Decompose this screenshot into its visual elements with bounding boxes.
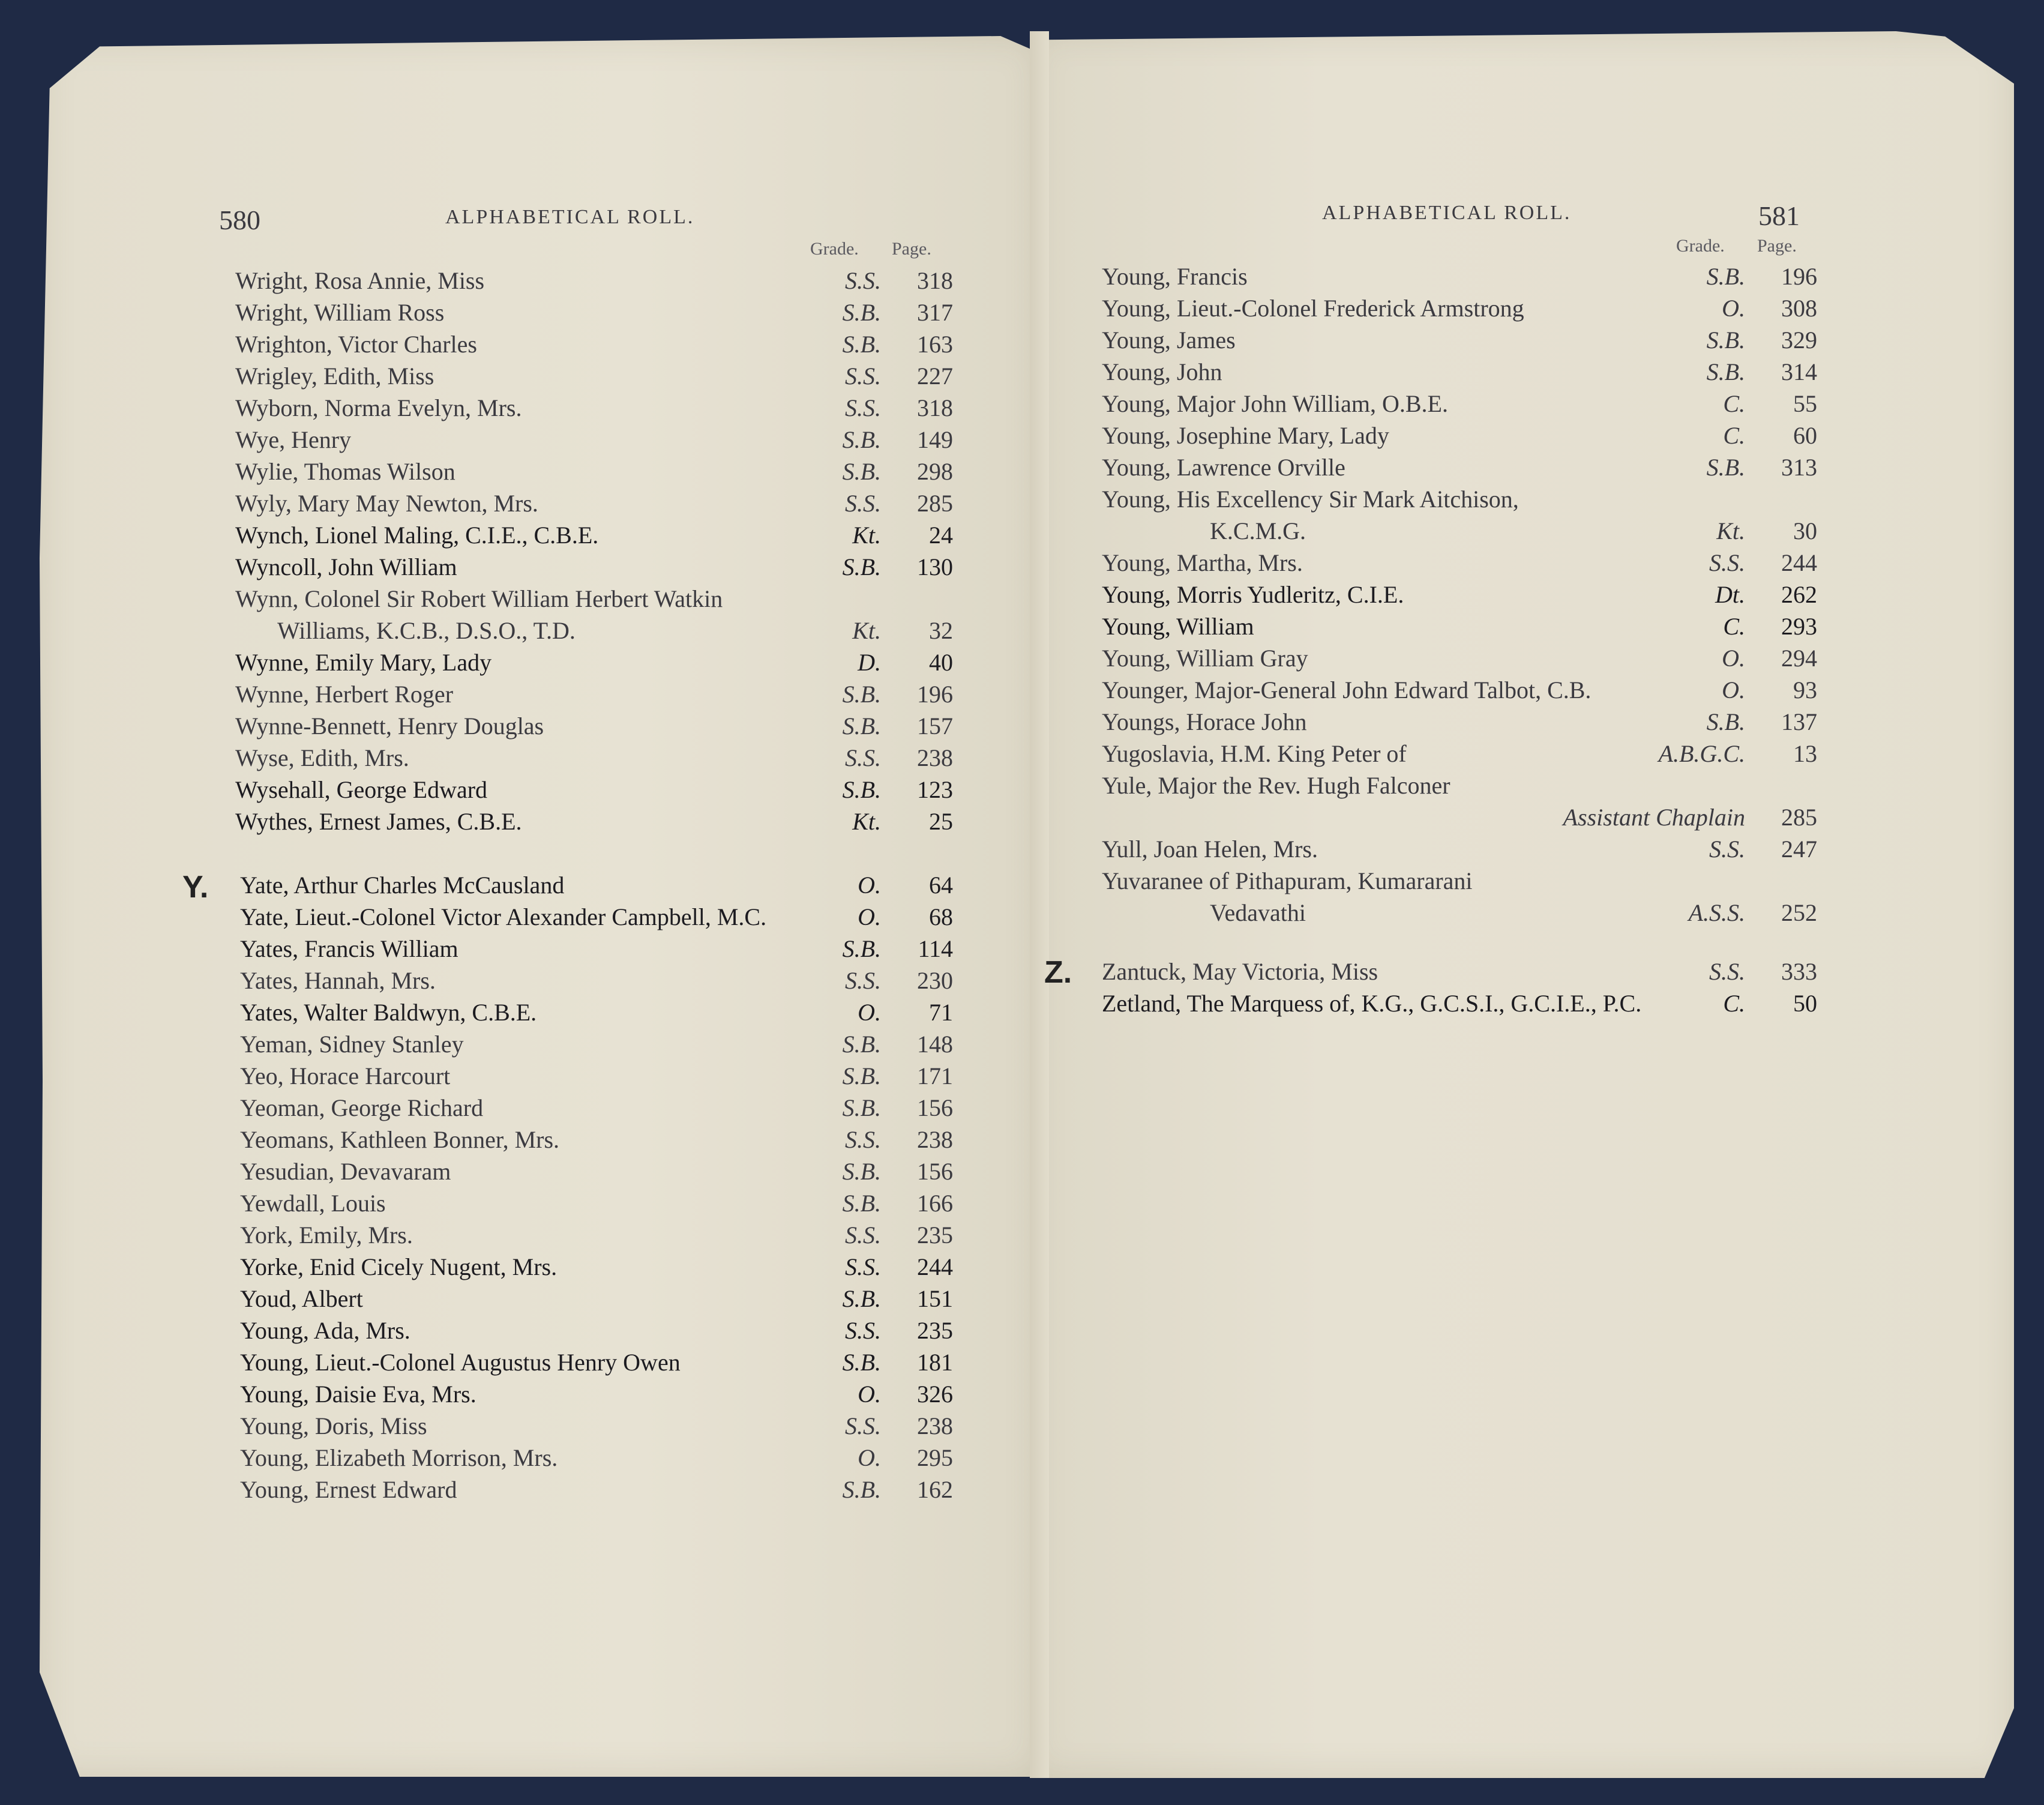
entry-name: Young, Lawrence Orville bbox=[1102, 454, 1345, 481]
entry-name: Young, Major John William, O.B.E. bbox=[1102, 390, 1448, 417]
roll-entry bbox=[1102, 579, 1817, 610]
entry-page: 262 bbox=[1781, 581, 1817, 608]
entry-page: 196 bbox=[1781, 263, 1817, 290]
entry-grade: S.S. bbox=[845, 1317, 881, 1344]
entry-grade: S.S. bbox=[845, 267, 881, 294]
roll-entry bbox=[1102, 388, 1817, 420]
entry-name: Wright, William Ross bbox=[235, 299, 445, 326]
entry-grade: S.B. bbox=[1706, 454, 1745, 481]
entry-page: 314 bbox=[1781, 358, 1817, 385]
entry-grade: A.S.S. bbox=[1688, 899, 1745, 926]
roll-entry bbox=[1102, 610, 1817, 642]
entry-grade: S.B. bbox=[842, 299, 881, 326]
entry-page: 238 bbox=[917, 744, 953, 771]
entry-grade: O. bbox=[858, 1444, 881, 1471]
entry-grade: Assistant Chaplain bbox=[1563, 804, 1745, 831]
entry-name: Yull, Joan Helen, Mrs. bbox=[1102, 836, 1318, 863]
right-z-entries bbox=[1102, 956, 1817, 1019]
entry-grade: S.B. bbox=[1706, 327, 1745, 354]
entry-name: Young, Francis bbox=[1102, 263, 1248, 290]
entry-page: 32 bbox=[929, 617, 953, 644]
entry-grade: S.B. bbox=[842, 1476, 881, 1503]
entry-name: Yugoslavia, H.M. King Peter of bbox=[1102, 740, 1407, 767]
entry-page: 238 bbox=[917, 1412, 953, 1439]
entry-name: Young, Lieut.-Colonel Frederick Armstrong bbox=[1102, 295, 1524, 322]
entry-name: Wysehall, George Edward bbox=[235, 776, 488, 803]
roll-entry bbox=[1102, 292, 1817, 324]
entry-page: 40 bbox=[929, 649, 953, 676]
entry-grade: S.B. bbox=[842, 1094, 881, 1121]
entry-name: Zantuck, May Victoria, Miss bbox=[1102, 958, 1378, 985]
left-page-header: Page. bbox=[892, 239, 931, 259]
roll-entry bbox=[1102, 324, 1817, 356]
entry-page: 30 bbox=[1793, 517, 1817, 544]
entry-grade: S.B. bbox=[842, 426, 881, 453]
entry-page: 244 bbox=[917, 1253, 953, 1280]
entry-page: 317 bbox=[917, 299, 953, 326]
entry-grade: D. bbox=[858, 649, 881, 676]
entry-grade: O. bbox=[1722, 295, 1745, 322]
entry-page: 130 bbox=[917, 553, 953, 580]
entry-name: Yorke, Enid Cicely Nugent, Mrs. bbox=[240, 1253, 558, 1280]
entry-page: 298 bbox=[917, 458, 953, 485]
roll-entry bbox=[1102, 770, 1817, 801]
entry-grade: S.B. bbox=[842, 331, 881, 358]
right-running-head: ALPHABETICAL ROLL. bbox=[1322, 202, 1572, 224]
roll-entry bbox=[240, 933, 953, 965]
entry-name: Zetland, The Marquess of, K.G., G.C.S.I., G.C.I.E., P.C. bbox=[1102, 990, 1642, 1017]
entry-name: Wrigley, Edith, Miss bbox=[235, 363, 434, 390]
entry-name: Wyncoll, John William bbox=[235, 553, 457, 580]
roll-entry bbox=[1102, 865, 1817, 897]
roll-entry bbox=[240, 1092, 953, 1124]
entry-grade: S.B. bbox=[1706, 708, 1745, 735]
entry-grade: O. bbox=[858, 903, 881, 930]
roll-entry bbox=[235, 774, 953, 806]
entry-page: 60 bbox=[1793, 422, 1817, 449]
entry-grade: S.S. bbox=[845, 967, 881, 994]
entry-page: 196 bbox=[917, 681, 953, 708]
entry-page: 163 bbox=[917, 331, 953, 358]
entry-page: 123 bbox=[917, 776, 953, 803]
entry-page: 295 bbox=[917, 1444, 953, 1471]
entry-grade: Dt. bbox=[1715, 581, 1745, 608]
entry-page: 148 bbox=[917, 1031, 953, 1058]
entry-page: 326 bbox=[917, 1381, 953, 1408]
entry-name: Wynne, Emily Mary, Lady bbox=[235, 649, 492, 676]
entry-page: 318 bbox=[917, 267, 953, 294]
entry-name: Young, Josephine Mary, Lady bbox=[1102, 422, 1389, 449]
entry-grade: O. bbox=[1722, 645, 1745, 672]
entry-name: Williams, K.C.B., D.S.O., T.D. bbox=[277, 617, 576, 644]
roll-entry bbox=[240, 1060, 953, 1092]
roll-entry bbox=[1102, 356, 1817, 388]
roll-entry bbox=[240, 1124, 953, 1156]
entry-grade: S.B. bbox=[842, 1349, 881, 1376]
roll-entry bbox=[235, 424, 953, 456]
entry-grade: O. bbox=[858, 872, 881, 899]
entry-grade: C. bbox=[1723, 390, 1745, 417]
entry-page: 333 bbox=[1781, 958, 1817, 985]
entry-page: 308 bbox=[1781, 295, 1817, 322]
roll-entry bbox=[240, 1378, 953, 1410]
roll-entry bbox=[1102, 897, 1817, 929]
entry-name: Young, Ernest Edward bbox=[240, 1476, 457, 1503]
roll-entry bbox=[235, 360, 953, 392]
entry-name: Youngs, Horace John bbox=[1102, 708, 1307, 735]
entry-grade: S.B. bbox=[842, 776, 881, 803]
entry-name: Wylie, Thomas Wilson bbox=[235, 458, 455, 485]
entry-name: Yuvaranee of Pithapuram, Kumararani bbox=[1102, 867, 1473, 894]
entry-grade: S.B. bbox=[1706, 358, 1745, 385]
roll-entry bbox=[240, 1028, 953, 1060]
entry-grade: S.B. bbox=[842, 1062, 881, 1089]
entry-name: Youd, Albert bbox=[240, 1285, 363, 1312]
entry-grade: S.S. bbox=[845, 1253, 881, 1280]
entry-grade: S.S. bbox=[845, 744, 881, 771]
entry-grade: Kt. bbox=[852, 808, 881, 835]
entry-name: Young, Martha, Mrs. bbox=[1102, 549, 1303, 576]
entry-name: Yates, Hannah, Mrs. bbox=[240, 967, 436, 994]
entry-page: 13 bbox=[1793, 740, 1817, 767]
entry-name: Yate, Arthur Charles McCausland bbox=[240, 872, 565, 899]
entry-name: York, Emily, Mrs. bbox=[240, 1222, 413, 1249]
roll-entry bbox=[235, 678, 953, 710]
entry-page: 64 bbox=[929, 872, 953, 899]
entry-grade: S.S. bbox=[845, 1412, 881, 1439]
entry-name: Young, William Gray bbox=[1102, 645, 1308, 672]
book-gutter bbox=[1030, 31, 1049, 1778]
entry-grade: C. bbox=[1723, 613, 1745, 640]
entry-name: Wyse, Edith, Mrs. bbox=[235, 744, 409, 771]
entry-page: 156 bbox=[917, 1158, 953, 1185]
entry-page: 293 bbox=[1781, 613, 1817, 640]
entry-page: 171 bbox=[917, 1062, 953, 1089]
entry-name: Young, Ada, Mrs. bbox=[240, 1317, 410, 1344]
entry-grade: S.B. bbox=[842, 1158, 881, 1185]
roll-entry bbox=[1102, 706, 1817, 738]
entry-page: 162 bbox=[917, 1476, 953, 1503]
entry-page: 318 bbox=[917, 394, 953, 421]
entry-name: Young, Doris, Miss bbox=[240, 1412, 427, 1439]
roll-entry bbox=[235, 583, 953, 615]
roll-entry bbox=[240, 1283, 953, 1315]
entry-grade: S.S. bbox=[845, 363, 881, 390]
entry-grade: S.B. bbox=[842, 458, 881, 485]
roll-entry bbox=[240, 1315, 953, 1346]
roll-entry bbox=[240, 1442, 953, 1474]
entry-grade: S.S. bbox=[845, 490, 881, 517]
right-y-entries bbox=[1102, 261, 1817, 929]
entry-name: Yeoman, George Richard bbox=[240, 1094, 484, 1121]
roll-entry bbox=[1102, 483, 1817, 515]
entry-name: Young, Lieut.-Colonel Augustus Henry Owen bbox=[240, 1349, 681, 1376]
roll-entry bbox=[1102, 420, 1817, 451]
entry-name: Yate, Lieut.-Colonel Victor Alexander Campbell, M.C. bbox=[240, 903, 767, 930]
roll-entry bbox=[1102, 674, 1817, 706]
entry-name: Yeomans, Kathleen Bonner, Mrs. bbox=[240, 1126, 560, 1153]
entry-name: Young, John bbox=[1102, 358, 1222, 385]
entry-name: Wynne, Herbert Roger bbox=[235, 681, 454, 708]
entry-name: Young, James bbox=[1102, 327, 1236, 354]
section-letter-y: Y. bbox=[182, 870, 209, 905]
entry-page: 252 bbox=[1781, 899, 1817, 926]
roll-entry bbox=[1102, 451, 1817, 483]
roll-entry bbox=[1102, 987, 1817, 1019]
roll-entry bbox=[240, 901, 953, 933]
entry-page: 227 bbox=[917, 363, 953, 390]
entry-grade: O. bbox=[858, 999, 881, 1026]
left-running-head: ALPHABETICAL ROLL. bbox=[445, 206, 695, 228]
entry-page: 137 bbox=[1781, 708, 1817, 735]
entry-name: Yates, Francis William bbox=[240, 935, 458, 962]
roll-entry bbox=[235, 392, 953, 424]
entry-name: Yates, Walter Baldwyn, C.B.E. bbox=[240, 999, 537, 1026]
entry-grade: S.S. bbox=[1709, 549, 1745, 576]
entry-grade: S.B. bbox=[842, 1285, 881, 1312]
entry-grade: S.B. bbox=[842, 1031, 881, 1058]
roll-entry bbox=[240, 1156, 953, 1187]
entry-page: 244 bbox=[1781, 549, 1817, 576]
entry-name: Young, William bbox=[1102, 613, 1254, 640]
entry-grade: S.B. bbox=[842, 681, 881, 708]
roll-entry bbox=[235, 551, 953, 583]
entry-page: 329 bbox=[1781, 327, 1817, 354]
left-grade-header: Grade. bbox=[810, 239, 859, 259]
entry-grade: S.S. bbox=[1709, 958, 1745, 985]
entry-grade: C. bbox=[1723, 990, 1745, 1017]
entry-grade: S.B. bbox=[1706, 263, 1745, 290]
entry-name: Vedavathi bbox=[1210, 899, 1306, 926]
entry-page: 238 bbox=[917, 1126, 953, 1153]
entry-name: Yewdall, Louis bbox=[240, 1190, 386, 1217]
entry-name: Young, Elizabeth Morrison, Mrs. bbox=[240, 1444, 558, 1471]
entry-page: 235 bbox=[917, 1317, 953, 1344]
entry-grade: S.B. bbox=[842, 713, 881, 740]
entry-name: Wynn, Colonel Sir Robert William Herbert Watkin bbox=[235, 585, 723, 612]
entry-grade: O. bbox=[1722, 676, 1745, 704]
left-w-entries bbox=[235, 265, 953, 837]
entry-grade: C. bbox=[1723, 422, 1745, 449]
roll-entry bbox=[240, 996, 953, 1028]
entry-page: 68 bbox=[929, 903, 953, 930]
left-page-number: 580 bbox=[219, 205, 260, 235]
roll-entry bbox=[235, 646, 953, 678]
roll-entry bbox=[240, 1346, 953, 1378]
entry-name: Wrighton, Victor Charles bbox=[235, 331, 477, 358]
entry-name: Young, His Excellency Sir Mark Aitchison, bbox=[1102, 486, 1519, 513]
entry-name: Wye, Henry bbox=[235, 426, 352, 453]
roll-entry bbox=[1102, 801, 1817, 833]
entry-name: Yesudian, Devavaram bbox=[240, 1158, 451, 1185]
entry-grade: S.B. bbox=[842, 553, 881, 580]
entry-page: 93 bbox=[1793, 676, 1817, 704]
entry-name: Wyly, Mary May Newton, Mrs. bbox=[235, 490, 538, 517]
right-page-header: Page. bbox=[1757, 236, 1797, 256]
entry-name: Wythes, Ernest James, C.B.E. bbox=[235, 808, 522, 835]
entry-page: 313 bbox=[1781, 454, 1817, 481]
entry-name: Wynne-Bennett, Henry Douglas bbox=[235, 713, 544, 740]
entry-page: 285 bbox=[1781, 804, 1817, 831]
entry-name: Yeo, Horace Harcourt bbox=[240, 1062, 451, 1089]
roll-entry bbox=[235, 519, 953, 551]
roll-entry bbox=[235, 742, 953, 774]
entry-name: Wynch, Lionel Maling, C.I.E., C.B.E. bbox=[235, 522, 599, 549]
entry-grade: S.S. bbox=[845, 394, 881, 421]
entry-grade: A.B.G.C. bbox=[1658, 740, 1745, 767]
roll-entry bbox=[235, 710, 953, 742]
roll-entry bbox=[235, 265, 953, 297]
roll-entry bbox=[1102, 515, 1817, 547]
section-letter-z: Z. bbox=[1044, 955, 1072, 990]
entry-page: 71 bbox=[929, 999, 953, 1026]
entry-page: 247 bbox=[1781, 836, 1817, 863]
entry-grade: Kt. bbox=[852, 617, 881, 644]
roll-entry bbox=[1102, 833, 1817, 865]
roll-entry bbox=[235, 297, 953, 328]
entry-page: 114 bbox=[918, 935, 953, 962]
entry-name: K.C.M.G. bbox=[1210, 517, 1306, 544]
entry-page: 50 bbox=[1793, 990, 1817, 1017]
roll-entry bbox=[1102, 547, 1817, 579]
roll-entry bbox=[1102, 738, 1817, 770]
entry-page: 55 bbox=[1793, 390, 1817, 417]
entry-grade: S.S. bbox=[845, 1222, 881, 1249]
entry-name: Young, Morris Yudleritz, C.I.E. bbox=[1102, 581, 1404, 608]
entry-page: 24 bbox=[929, 522, 953, 549]
right-grade-header: Grade. bbox=[1676, 236, 1725, 256]
entry-name: Yule, Major the Rev. Hugh Falconer bbox=[1102, 772, 1450, 799]
entry-name: Wright, Rosa Annie, Miss bbox=[235, 267, 485, 294]
entry-grade: S.B. bbox=[842, 935, 881, 962]
roll-entry bbox=[240, 869, 953, 901]
entry-page: 149 bbox=[917, 426, 953, 453]
left-y-entries bbox=[240, 869, 953, 1505]
roll-entry bbox=[235, 487, 953, 519]
entry-grade: S.B. bbox=[842, 1190, 881, 1217]
roll-entry bbox=[235, 328, 953, 360]
roll-entry bbox=[1102, 261, 1817, 292]
entry-name: Yeman, Sidney Stanley bbox=[240, 1031, 464, 1058]
roll-entry bbox=[240, 965, 953, 996]
entry-grade: S.S. bbox=[1709, 836, 1745, 863]
entry-page: 285 bbox=[917, 490, 953, 517]
entry-name: Wyborn, Norma Evelyn, Mrs. bbox=[235, 394, 522, 421]
roll-entry bbox=[235, 806, 953, 837]
entry-page: 230 bbox=[917, 967, 953, 994]
roll-entry bbox=[240, 1251, 953, 1283]
roll-entry bbox=[235, 456, 953, 487]
roll-entry bbox=[240, 1219, 953, 1251]
roll-entry bbox=[240, 1410, 953, 1442]
entry-grade: O. bbox=[858, 1381, 881, 1408]
entry-name: Young, Daisie Eva, Mrs. bbox=[240, 1381, 476, 1408]
roll-entry bbox=[1102, 956, 1817, 987]
entry-grade: S.S. bbox=[845, 1126, 881, 1153]
entry-page: 166 bbox=[917, 1190, 953, 1217]
roll-entry bbox=[240, 1474, 953, 1505]
entry-page: 235 bbox=[917, 1222, 953, 1249]
roll-entry bbox=[235, 615, 953, 646]
entry-grade: Kt. bbox=[852, 522, 881, 549]
entry-page: 294 bbox=[1781, 645, 1817, 672]
roll-entry bbox=[1102, 642, 1817, 674]
right-page-number: 581 bbox=[1758, 200, 1800, 231]
entry-page: 156 bbox=[917, 1094, 953, 1121]
entry-grade: Kt. bbox=[1716, 517, 1745, 544]
roll-entry bbox=[240, 1187, 953, 1219]
entry-page: 157 bbox=[917, 713, 953, 740]
entry-name: Younger, Major-General John Edward Talbot, C.B. bbox=[1102, 676, 1592, 704]
entry-page: 151 bbox=[917, 1285, 953, 1312]
entry-page: 25 bbox=[929, 808, 953, 835]
entry-page: 181 bbox=[917, 1349, 953, 1376]
